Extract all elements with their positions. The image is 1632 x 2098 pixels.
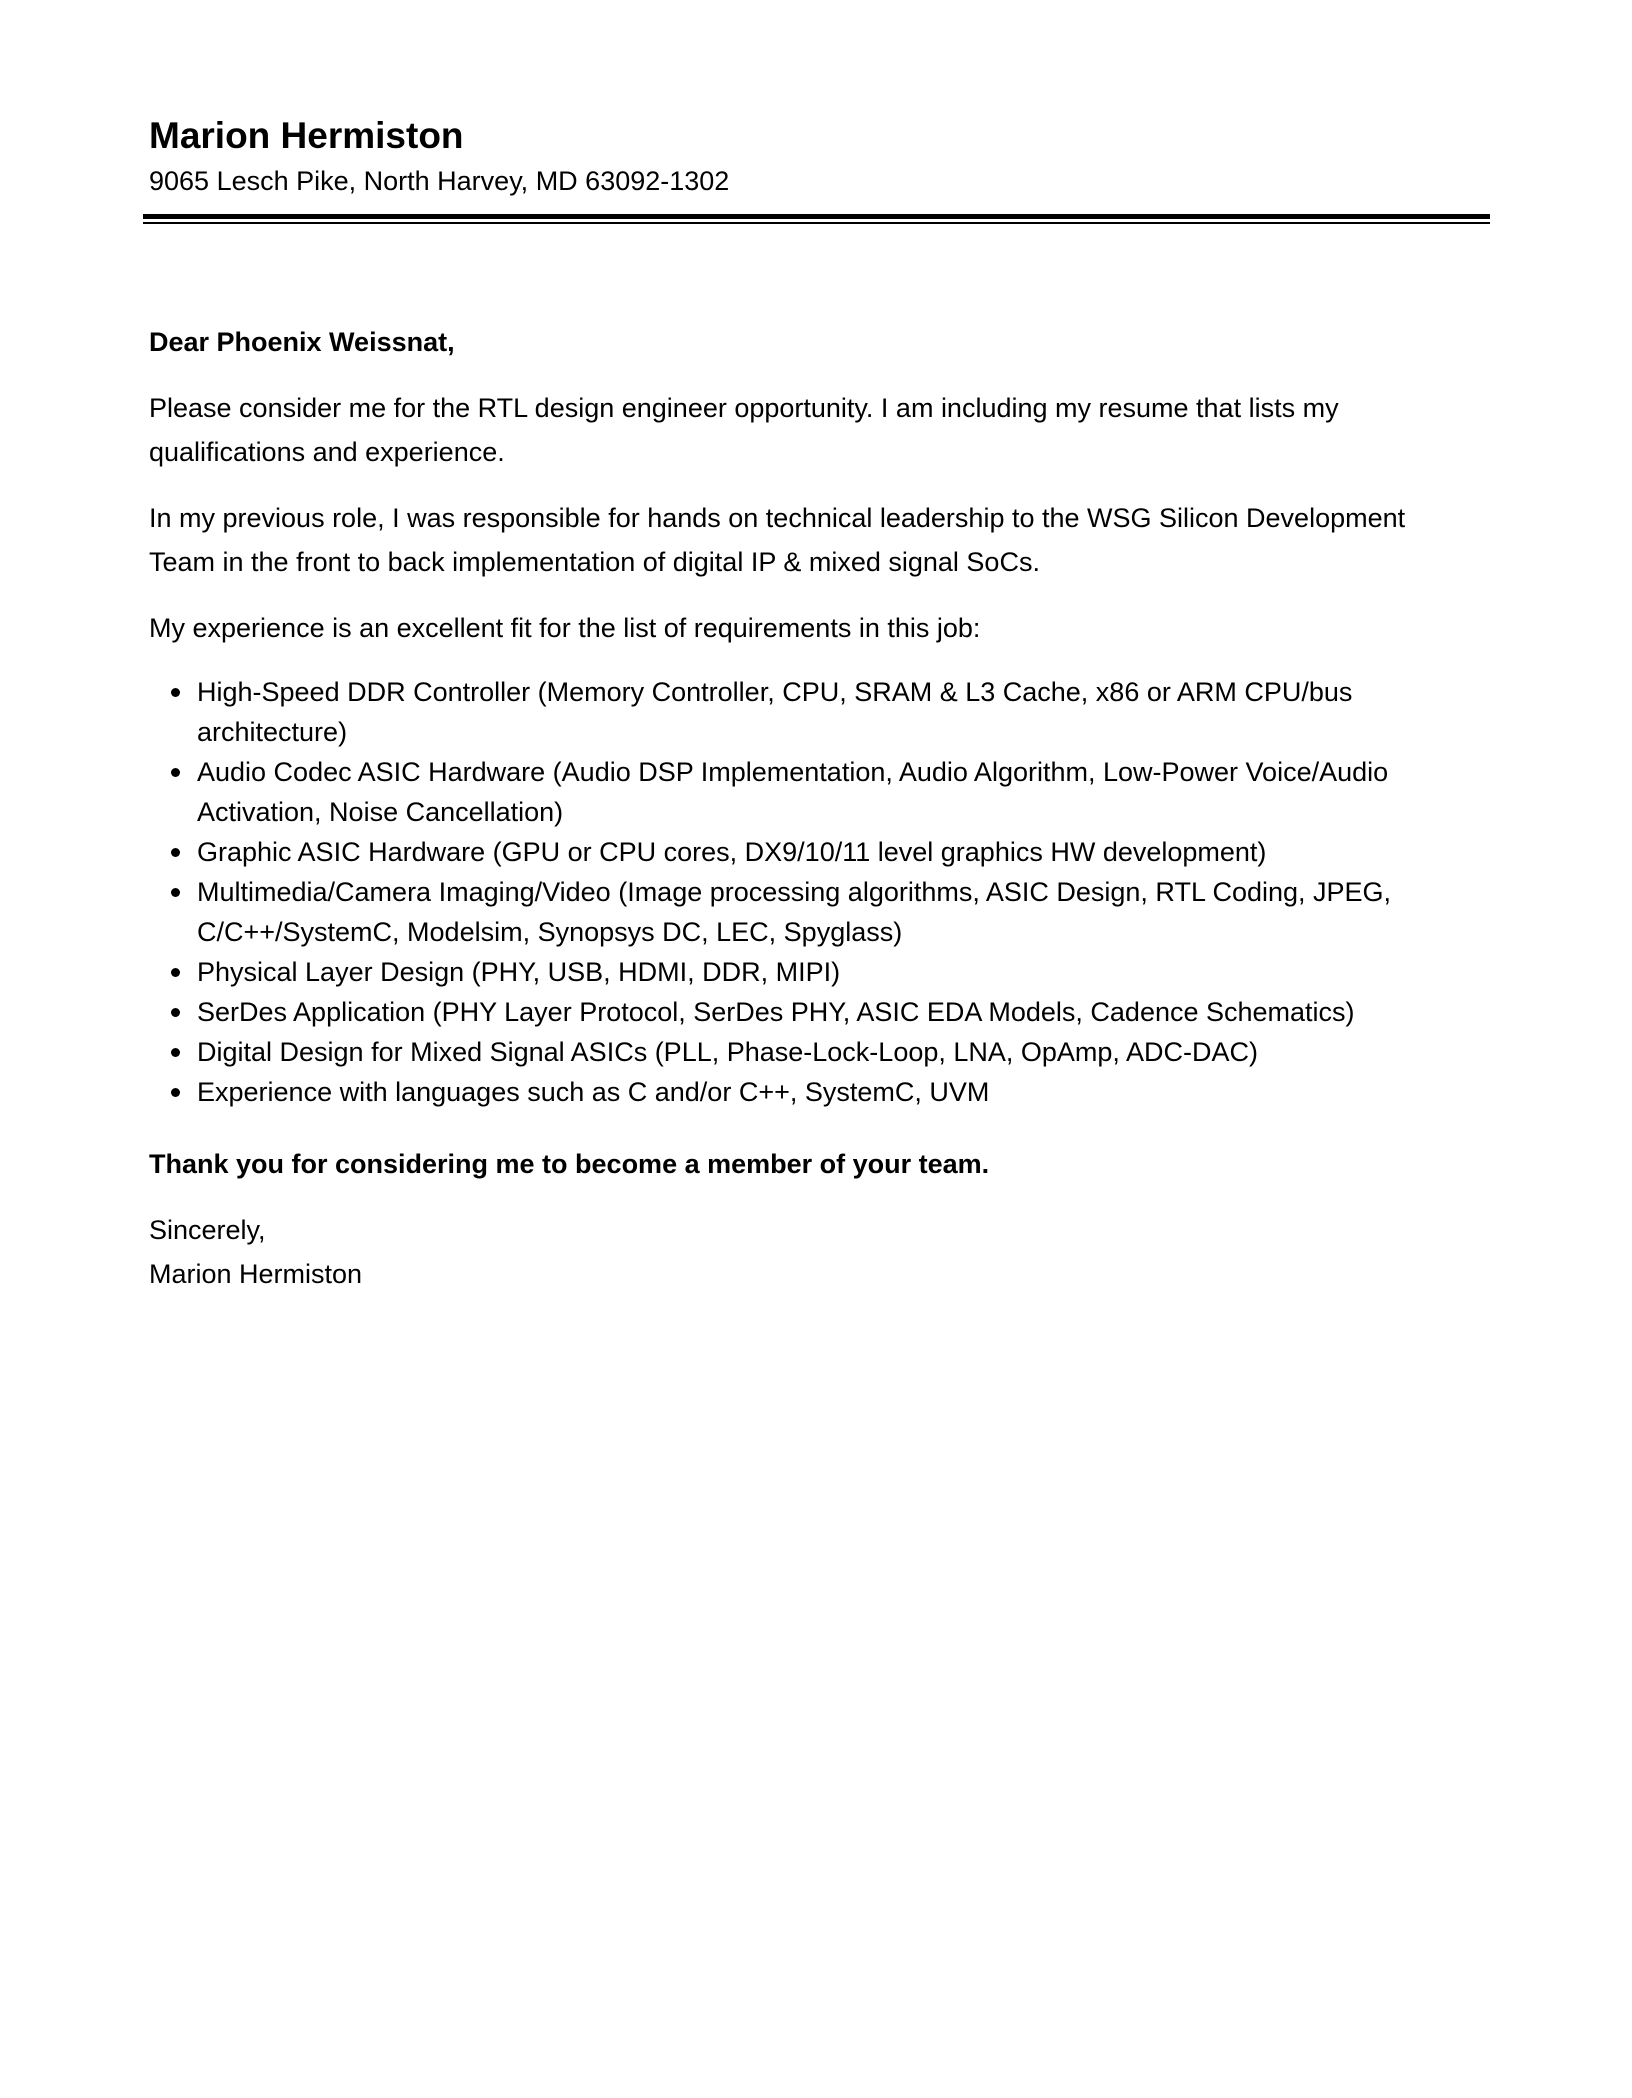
- paragraph-previous-role: In my previous role, I was responsible for hands on technical leadership to the WSG Silicon Development Team in the front to back implementation of digital IP & mixed signal SoCs.: [149, 503, 1406, 577]
- list-item: [149, 1072, 1469, 1112]
- list-item: [149, 872, 1469, 952]
- list-item: [149, 992, 1469, 1032]
- list-item-text: Graphic ASIC Hardware (GPU or CPU cores, DX9/10/11 level graphics HW development): [197, 837, 1267, 867]
- list-item: [149, 672, 1469, 752]
- paragraph-fit: My experience is an excellent fit for the list of requirements in this job:: [149, 613, 981, 643]
- salutation: Dear Phoenix Weissnat,: [149, 327, 455, 357]
- list-item-text: Multimedia/Camera Imaging/Video (Image processing algorithms, ASIC Design, RTL Coding, JPEG, C/C++/SystemC, Modelsim, Synopsys DC, LEC, Spyglass): [197, 877, 1392, 947]
- list-item-text: Experience with languages such as C and/or C++, SystemC, UVM: [197, 1077, 990, 1107]
- bullet-icon: [171, 1048, 180, 1057]
- bullet-icon: [171, 968, 180, 977]
- list-item: [149, 1032, 1469, 1072]
- bullet-icon: [171, 768, 180, 777]
- list-item-text: Physical Layer Design (PHY, USB, HDMI, DDR, MIPI): [197, 957, 841, 987]
- list-item-text: Digital Design for Mixed Signal ASICs (PLL, Phase-Lock-Loop, LNA, OpAmp, ADC-DAC): [197, 1037, 1258, 1067]
- requirements-list: [149, 672, 1469, 1112]
- list-item: [149, 952, 1469, 992]
- header-divider-thick: [143, 214, 1490, 219]
- signature: Marion Hermiston: [149, 1259, 363, 1289]
- letter-header: [149, 110, 1489, 200]
- list-item-text: SerDes Application (PHY Layer Protocol, SerDes PHY, ASIC EDA Models, Cadence Schematics): [197, 997, 1355, 1027]
- list-item: [149, 832, 1469, 872]
- bullet-icon: [171, 848, 180, 857]
- sender-name: Marion Hermiston: [149, 115, 464, 156]
- list-item-text: Audio Codec ASIC Hardware (Audio DSP Implementation, Audio Algorithm, Low-Power Voice/Audio Activation, Noise Cancellation): [197, 757, 1389, 827]
- bullet-icon: [171, 688, 180, 697]
- closing: Sincerely,: [149, 1215, 266, 1245]
- letter-body: [149, 320, 1469, 1296]
- header-divider-thin: [143, 222, 1490, 224]
- bullet-icon: [171, 1008, 180, 1017]
- list-item: [149, 752, 1469, 832]
- list-item-text: High-Speed DDR Controller (Memory Controller, CPU, SRAM & L3 Cache, x86 or ARM CPU/bus architecture): [197, 677, 1353, 747]
- sender-address: 9065 Lesch Pike, North Harvey, MD 63092-1302: [149, 166, 730, 196]
- bullet-icon: [171, 1088, 180, 1097]
- bullet-icon: [171, 888, 180, 897]
- thanks-line: Thank you for considering me to become a member of your team.: [149, 1149, 990, 1179]
- paragraph-intro: Please consider me for the RTL design engineer opportunity. I am including my resume that lists my qualifications and experience.: [149, 393, 1339, 467]
